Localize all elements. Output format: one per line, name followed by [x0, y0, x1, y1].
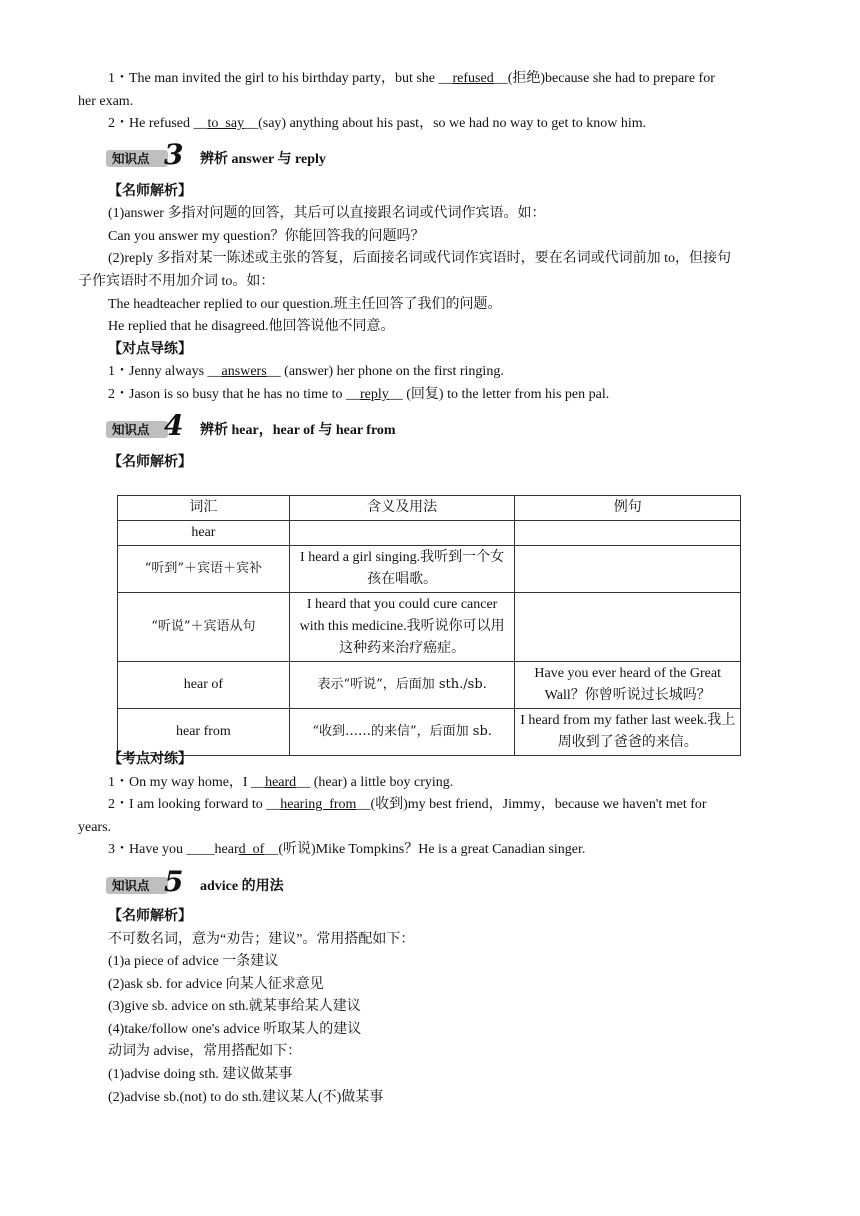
table-row [118, 709, 741, 756]
badge-number: 4 [164, 409, 184, 442]
table-cell: 表示“听说”，后面加 sth./sb. [289, 662, 515, 709]
table-header-cell: 例句 [515, 496, 741, 521]
exercise-2-line [108, 385, 782, 405]
table-cell: I heard that you could cure cancer with this medicine.我听说你可以用这种药来治疗癌症。 [289, 593, 515, 662]
usage-line: (2)advise sb.(not) to do sth.建议某人(不)做某事 [108, 1090, 384, 1105]
table-cell [515, 593, 741, 662]
table-header-cell: 含义及用法 [289, 496, 515, 521]
badge-label: 知识点 [112, 422, 150, 437]
table-cell: hear from [118, 709, 290, 756]
exercise-answer: heard [265, 775, 297, 790]
exercise-text-end: __ (answer) her phone on the first ringing. [266, 364, 504, 379]
exercise-text-end: __(收到)my best friend，Jimmy，because we haven't met for [356, 797, 707, 812]
section-title: advice 的用法 [200, 879, 284, 894]
exercise-2-line [108, 795, 782, 815]
exercise-text-end: __ (回复) to the letter from his pen pal. [388, 387, 610, 402]
example-sentence: The headteacher replied to our question.班主任回答了我们的问题。 [108, 297, 502, 312]
exercise-2-text: 2・He refused __ [108, 116, 208, 131]
example-sentence: He replied that he disagreed.他回答说他不同意。 [108, 319, 395, 334]
section-badge [106, 138, 190, 171]
exercise-1-text-end: __(拒绝)because she had to prepare for [493, 71, 715, 86]
section-title: 辨析 answer 与 reply [200, 152, 326, 167]
table-header-row [118, 496, 741, 521]
badge-number: 5 [164, 865, 184, 898]
table-cell: “听到”＋宾语＋宾补 [118, 546, 290, 593]
usage-line: (2)ask sb. for advice 向某人征求意见 [108, 977, 324, 992]
exercise-1-line [108, 773, 782, 793]
exercise-answer: answers [221, 364, 267, 379]
table-row [118, 546, 741, 593]
exercise-answer: reply [360, 387, 389, 402]
analysis-label: 【名师解析】 [108, 909, 192, 924]
section-3-header [106, 138, 326, 171]
section-5-header [106, 865, 284, 898]
exercise-1-continuation: her exam. [78, 94, 134, 109]
table-row [118, 662, 741, 709]
exercise-1-line [108, 362, 782, 382]
exercise-2-answer: to say [207, 116, 245, 131]
vocabulary-table [117, 495, 741, 756]
exercise-2-text-end: __(say) anything about his past，so we had no way to get to know him. [244, 116, 647, 131]
table-cell: I heard a girl singing.我听到一个女孩在唱歌。 [289, 546, 515, 593]
table-cell [289, 521, 515, 546]
exercise-2-line [108, 114, 782, 134]
analysis-label: 【名师解析】 [108, 455, 192, 470]
exercise-1-text: 1・The man invited the girl to his birthday party，but she __ [108, 71, 453, 86]
usage-line: (1)advise doing sth. 建议做某事 [108, 1067, 293, 1082]
table-cell: hear of [118, 662, 290, 709]
paragraph: (2)reply 多指对某一陈述或主张的答复，后面接名词或代词作宾语时，要在名词或代词前加 to，但接句 [108, 251, 731, 266]
section-badge [106, 865, 190, 898]
table-cell: Have you ever heard of the Great Wall？你曾听说过长城吗？ [515, 662, 741, 709]
table-cell: “收到……的来信”，后面加 sb. [289, 709, 515, 756]
section-badge [106, 409, 190, 442]
section-title: 辨析 hear，hear of 与 hear from [200, 423, 396, 438]
exercise-1-answer: refused [452, 71, 494, 86]
badge-label: 知识点 [112, 151, 150, 166]
badge-label: 知识点 [112, 878, 150, 893]
analysis-label: 【名师解析】 [108, 184, 192, 199]
paragraph-continuation: 子作宾语时不用加介词 to。如： [78, 274, 275, 289]
exercise-text: 2・Jason is so busy that he has no time to __ [108, 387, 360, 402]
practice-label: 【对点导练】 [108, 342, 192, 357]
example-sentence: Can you answer my question？你能回答我的问题吗？ [108, 229, 425, 244]
table-cell: “听说”＋宾语从句 [118, 593, 290, 662]
table-header-cell: 词汇 [118, 496, 290, 521]
table-cell [515, 546, 741, 593]
table-cell: I heard from my father last week.我上周收到了爸爸的来信。 [515, 709, 741, 756]
table-row [118, 521, 741, 546]
paragraph: (1)answer 多指对问题的回答，其后可以直接跟名词或代词作宾语。如： [108, 206, 546, 221]
section-4-header [106, 409, 396, 442]
table-row [118, 593, 741, 662]
usage-line: 动词为 advise，常用搭配如下： [108, 1044, 302, 1059]
exercise-text: 2・I am looking forward to __ [108, 797, 281, 812]
exercise-3-line [108, 840, 782, 860]
exercise-answer: d of [238, 842, 265, 857]
exercise-text: 3・Have you ____hear [108, 842, 239, 857]
exercise-continuation: years. [78, 820, 112, 835]
table-cell [515, 521, 741, 546]
exercise-text-end: __(听说)Mike Tompkins？He is a great Canadian singer. [264, 842, 586, 857]
table-cell: hear [118, 521, 290, 546]
badge-number: 3 [164, 138, 184, 171]
usage-line: (3)give sb. advice on sth.就某事给某人建议 [108, 999, 361, 1014]
exercise-text-end: __ (hear) a little boy crying. [296, 775, 454, 790]
exercise-text: 1・On my way home，I __ [108, 775, 266, 790]
practice-label: 【考点对练】 [108, 752, 192, 767]
exercise-1-line [108, 69, 782, 89]
usage-line: 不可数名词，意为“劝告；建议”。常用搭配如下： [108, 932, 415, 947]
usage-line: (1)a piece of advice 一条建议 [108, 954, 279, 969]
usage-line: (4)take/follow one's advice 听取某人的建议 [108, 1022, 362, 1037]
exercise-answer: hearing from [280, 797, 357, 812]
exercise-text: 1・Jenny always __ [108, 364, 222, 379]
